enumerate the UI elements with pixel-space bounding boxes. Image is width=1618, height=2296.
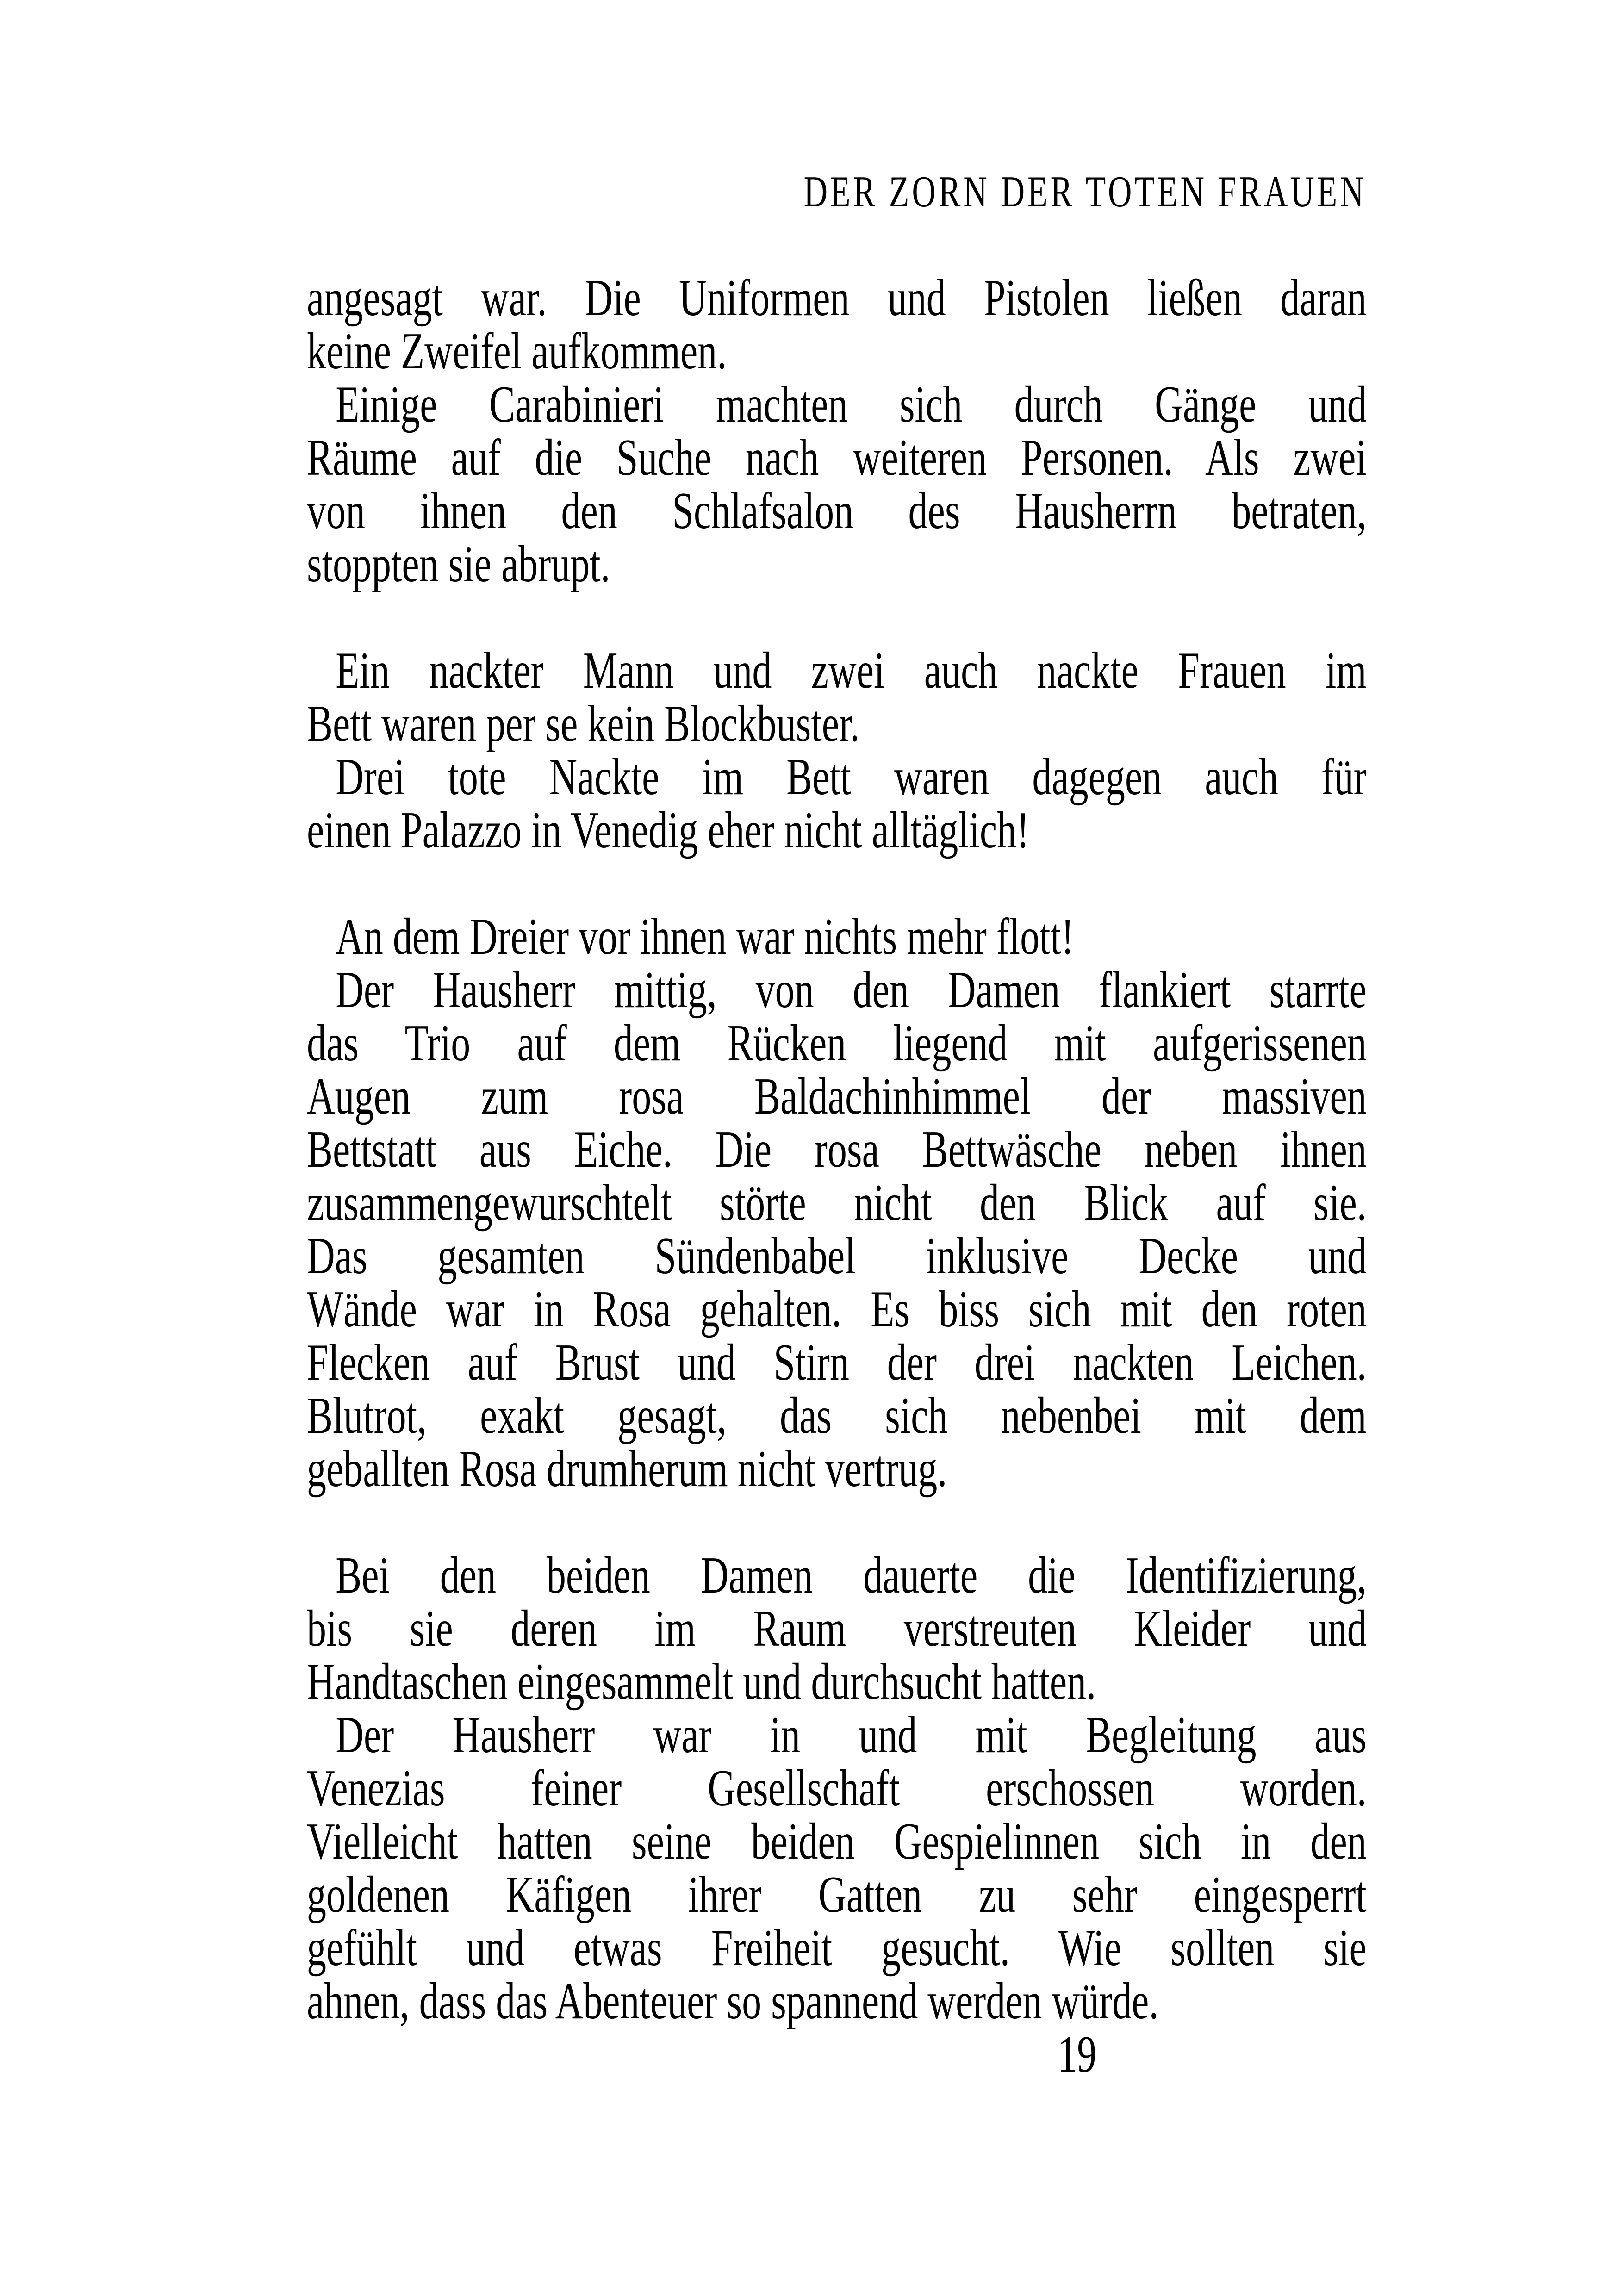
blank-line <box>307 857 1367 910</box>
text-line: Bei den beiden Damen dauerte die Identifizierung, <box>336 1547 1367 1604</box>
text-line: bis sie deren im Raum verstreuten Kleider und <box>307 1600 1367 1657</box>
text-line: Vielleicht hatten seine beiden Gespielinnen sich in den <box>307 1813 1367 1870</box>
text-line: zusammengewurschtelt störte nicht den Blick auf sie. <box>307 1174 1367 1232</box>
text-line: Der Hausherr mittig, von den Damen flankiert starrte <box>336 961 1367 1019</box>
blank-line <box>307 591 1367 644</box>
text-line: Der Hausherr war in und mit Begleitung aus <box>336 1706 1367 1764</box>
text-line: gefühlt und etwas Freiheit gesucht. Wie sollten sie <box>307 1919 1367 1977</box>
text-line: keine Zweifel aufkommen. <box>307 323 727 380</box>
text-line: angesagt war. Die Uniformen und Pistolen ließen daran <box>307 269 1367 327</box>
page-number: 19 <box>1058 2026 1097 2083</box>
blank-line <box>307 1496 1367 1549</box>
paragraph-container <box>307 269 1367 2030</box>
text-block <box>307 165 1367 2081</box>
text-line: Räume auf die Suche nach weiteren Personen. Als zwei <box>307 429 1367 486</box>
text-line: Augen zum rosa Baldachinhimmel der massiven <box>307 1068 1367 1125</box>
text-line: Blutrot, exakt gesagt, das sich nebenbei mit dem <box>307 1387 1367 1444</box>
text-line: An dem Dreier vor ihnen war nichts mehr flott! <box>336 908 1074 965</box>
text-line: geballten Rosa drumherum nicht vertrug. <box>307 1440 947 1498</box>
text-line: das Trio auf dem Rücken liegend mit aufgerissenen <box>307 1014 1367 1072</box>
text-line: Das gesamten Sündenbabel inklusive Decke und <box>307 1227 1367 1285</box>
text-line: Flecken auf Brust und Stirn der drei nackten Leichen. <box>307 1334 1367 1391</box>
text-line: Drei tote Nackte im Bett waren dagegen auch für <box>336 748 1367 806</box>
text-line: goldenen Käfigen ihrer Gatten zu sehr eingesperrt <box>307 1866 1367 1923</box>
text-line: ahnen, dass das Abenteuer so spannend werden würde. <box>307 1972 1159 2030</box>
running-header: DER ZORN DER TOTEN FRAUEN <box>803 167 1367 216</box>
text-line: Ein nackter Mann und zwei auch nackte Frauen im <box>336 642 1367 699</box>
text-line: Handtaschen eingesammelt und durchsucht hatten. <box>307 1653 1096 1711</box>
text-line: von ihnen den Schlafsalon des Hausherrn betraten, <box>307 482 1367 540</box>
text-line: stoppten sie abrupt. <box>307 535 610 593</box>
text-line: Bettstatt aus Eiche. Die rosa Bettwäsche neben ihnen <box>307 1121 1367 1178</box>
text-line: Einige Carabinieri machten sich durch Gänge und <box>336 376 1367 433</box>
text-line: Bett waren per se kein Blockbuster. <box>307 695 860 753</box>
text-line: Wände war in Rosa gehalten. Es biss sich mit den roten <box>307 1281 1367 1338</box>
text-line: Venezias feiner Gesellschaft erschossen worden. <box>307 1760 1367 1817</box>
blank-line <box>307 218 1367 272</box>
text-line: einen Palazzo in Venedig eher nicht alltäglich! <box>307 802 1030 859</box>
